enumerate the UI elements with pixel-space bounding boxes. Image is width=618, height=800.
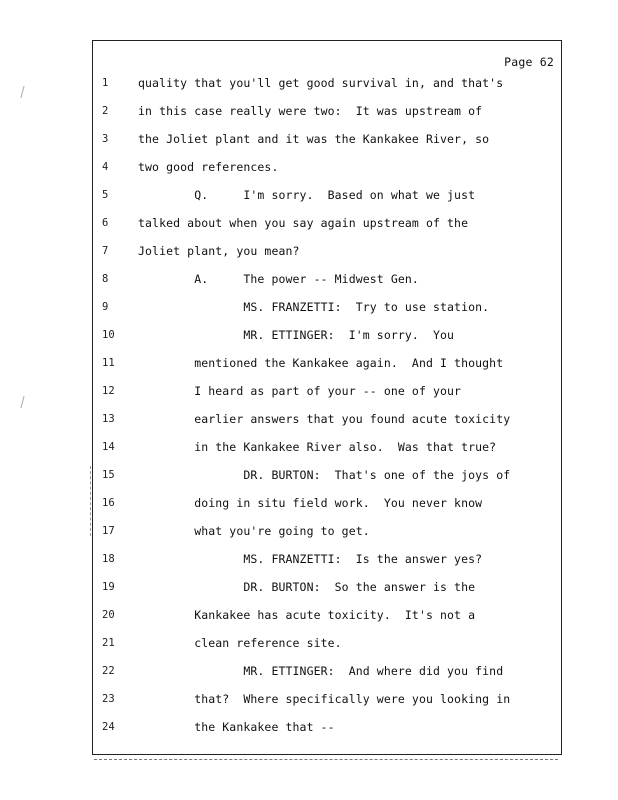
line-text: Joliet plant, you mean? xyxy=(138,244,300,258)
line-text: mentioned the Kankakee again. And I thought xyxy=(138,356,504,370)
transcript-line xyxy=(0,606,618,624)
transcript-line xyxy=(0,438,618,456)
transcript-line xyxy=(0,186,618,204)
line-text: DR. BURTON: So the answer is the xyxy=(138,580,476,594)
line-number: 16 xyxy=(102,497,115,509)
line-text: the Kankakee that -- xyxy=(138,720,335,734)
transcript-line xyxy=(0,158,618,176)
transcript-line xyxy=(0,130,618,148)
line-number: 22 xyxy=(102,665,115,677)
line-text: doing in situ field work. You never know xyxy=(138,496,483,510)
transcript-line xyxy=(0,522,618,540)
page-number: Page 62 xyxy=(504,55,554,69)
line-number: 15 xyxy=(102,469,115,481)
transcript-line xyxy=(0,214,618,232)
line-text: I heard as part of your -- one of your xyxy=(138,384,462,398)
line-text: MR. ETTINGER: I'm sorry. You xyxy=(138,328,455,342)
line-text: that? Where specifically were you looking in xyxy=(138,692,511,706)
line-text: earlier answers that you found acute toxicity xyxy=(138,412,511,426)
line-number: 24 xyxy=(102,721,115,733)
line-text: clean reference site. xyxy=(138,636,342,650)
line-number: 6 xyxy=(102,217,109,229)
line-number: 20 xyxy=(102,609,115,621)
line-text: MR. ETTINGER: And where did you find xyxy=(138,664,504,678)
line-text: in this case really were two: It was upstream of xyxy=(138,104,483,118)
line-number: 18 xyxy=(102,553,115,565)
line-text: Q. I'm sorry. Based on what we just xyxy=(138,188,476,202)
line-number: 1 xyxy=(102,77,109,89)
line-number: 12 xyxy=(102,385,115,397)
transcript-line xyxy=(0,382,618,400)
line-number: 23 xyxy=(102,693,115,705)
line-text: Kankakee has acute toxicity. It's not a xyxy=(138,608,476,622)
transcript-line xyxy=(0,550,618,568)
line-number: 17 xyxy=(102,525,115,537)
line-text: talked about when you say again upstream of the xyxy=(138,216,469,230)
line-text: in the Kankakee River also. Was that true? xyxy=(138,440,497,454)
line-text: MS. FRANZETTI: Is the answer yes? xyxy=(138,552,483,566)
line-text: the Joliet plant and it was the Kankakee River, so xyxy=(138,132,490,146)
transcript-line xyxy=(0,74,618,92)
line-number: 10 xyxy=(102,329,115,341)
transcript-line xyxy=(0,718,618,736)
transcript-line xyxy=(0,494,618,512)
transcript-line xyxy=(0,326,618,344)
line-text: what you're going to get. xyxy=(138,524,370,538)
line-number: 7 xyxy=(102,245,109,257)
line-text: two good references. xyxy=(138,160,279,174)
line-text: A. The power -- Midwest Gen. xyxy=(138,272,419,286)
transcript-line xyxy=(0,690,618,708)
line-number: 2 xyxy=(102,105,109,117)
line-number: 14 xyxy=(102,441,115,453)
line-number: 21 xyxy=(102,637,115,649)
transcript-line xyxy=(0,578,618,596)
line-text: quality that you'll get good survival in, and that's xyxy=(138,76,504,90)
transcript-line xyxy=(0,298,618,316)
transcript-line xyxy=(0,354,618,372)
line-number: 8 xyxy=(102,273,109,285)
transcript-line xyxy=(0,410,618,428)
line-number: 4 xyxy=(102,161,109,173)
transcript-line xyxy=(0,634,618,652)
line-number: 19 xyxy=(102,581,115,593)
transcript-line xyxy=(0,270,618,288)
transcript-line xyxy=(0,662,618,680)
bottom-rule xyxy=(94,759,558,760)
line-text: DR. BURTON: That's one of the joys of xyxy=(138,468,511,482)
line-number: 11 xyxy=(102,357,115,369)
line-number: 9 xyxy=(102,301,109,313)
transcript-line xyxy=(0,466,618,484)
line-text: MS. FRANZETTI: Try to use station. xyxy=(138,300,490,314)
line-number: 3 xyxy=(102,133,109,145)
transcript-line xyxy=(0,102,618,120)
line-number: 13 xyxy=(102,413,115,425)
transcript-line xyxy=(0,242,618,260)
line-number: 5 xyxy=(102,189,109,201)
